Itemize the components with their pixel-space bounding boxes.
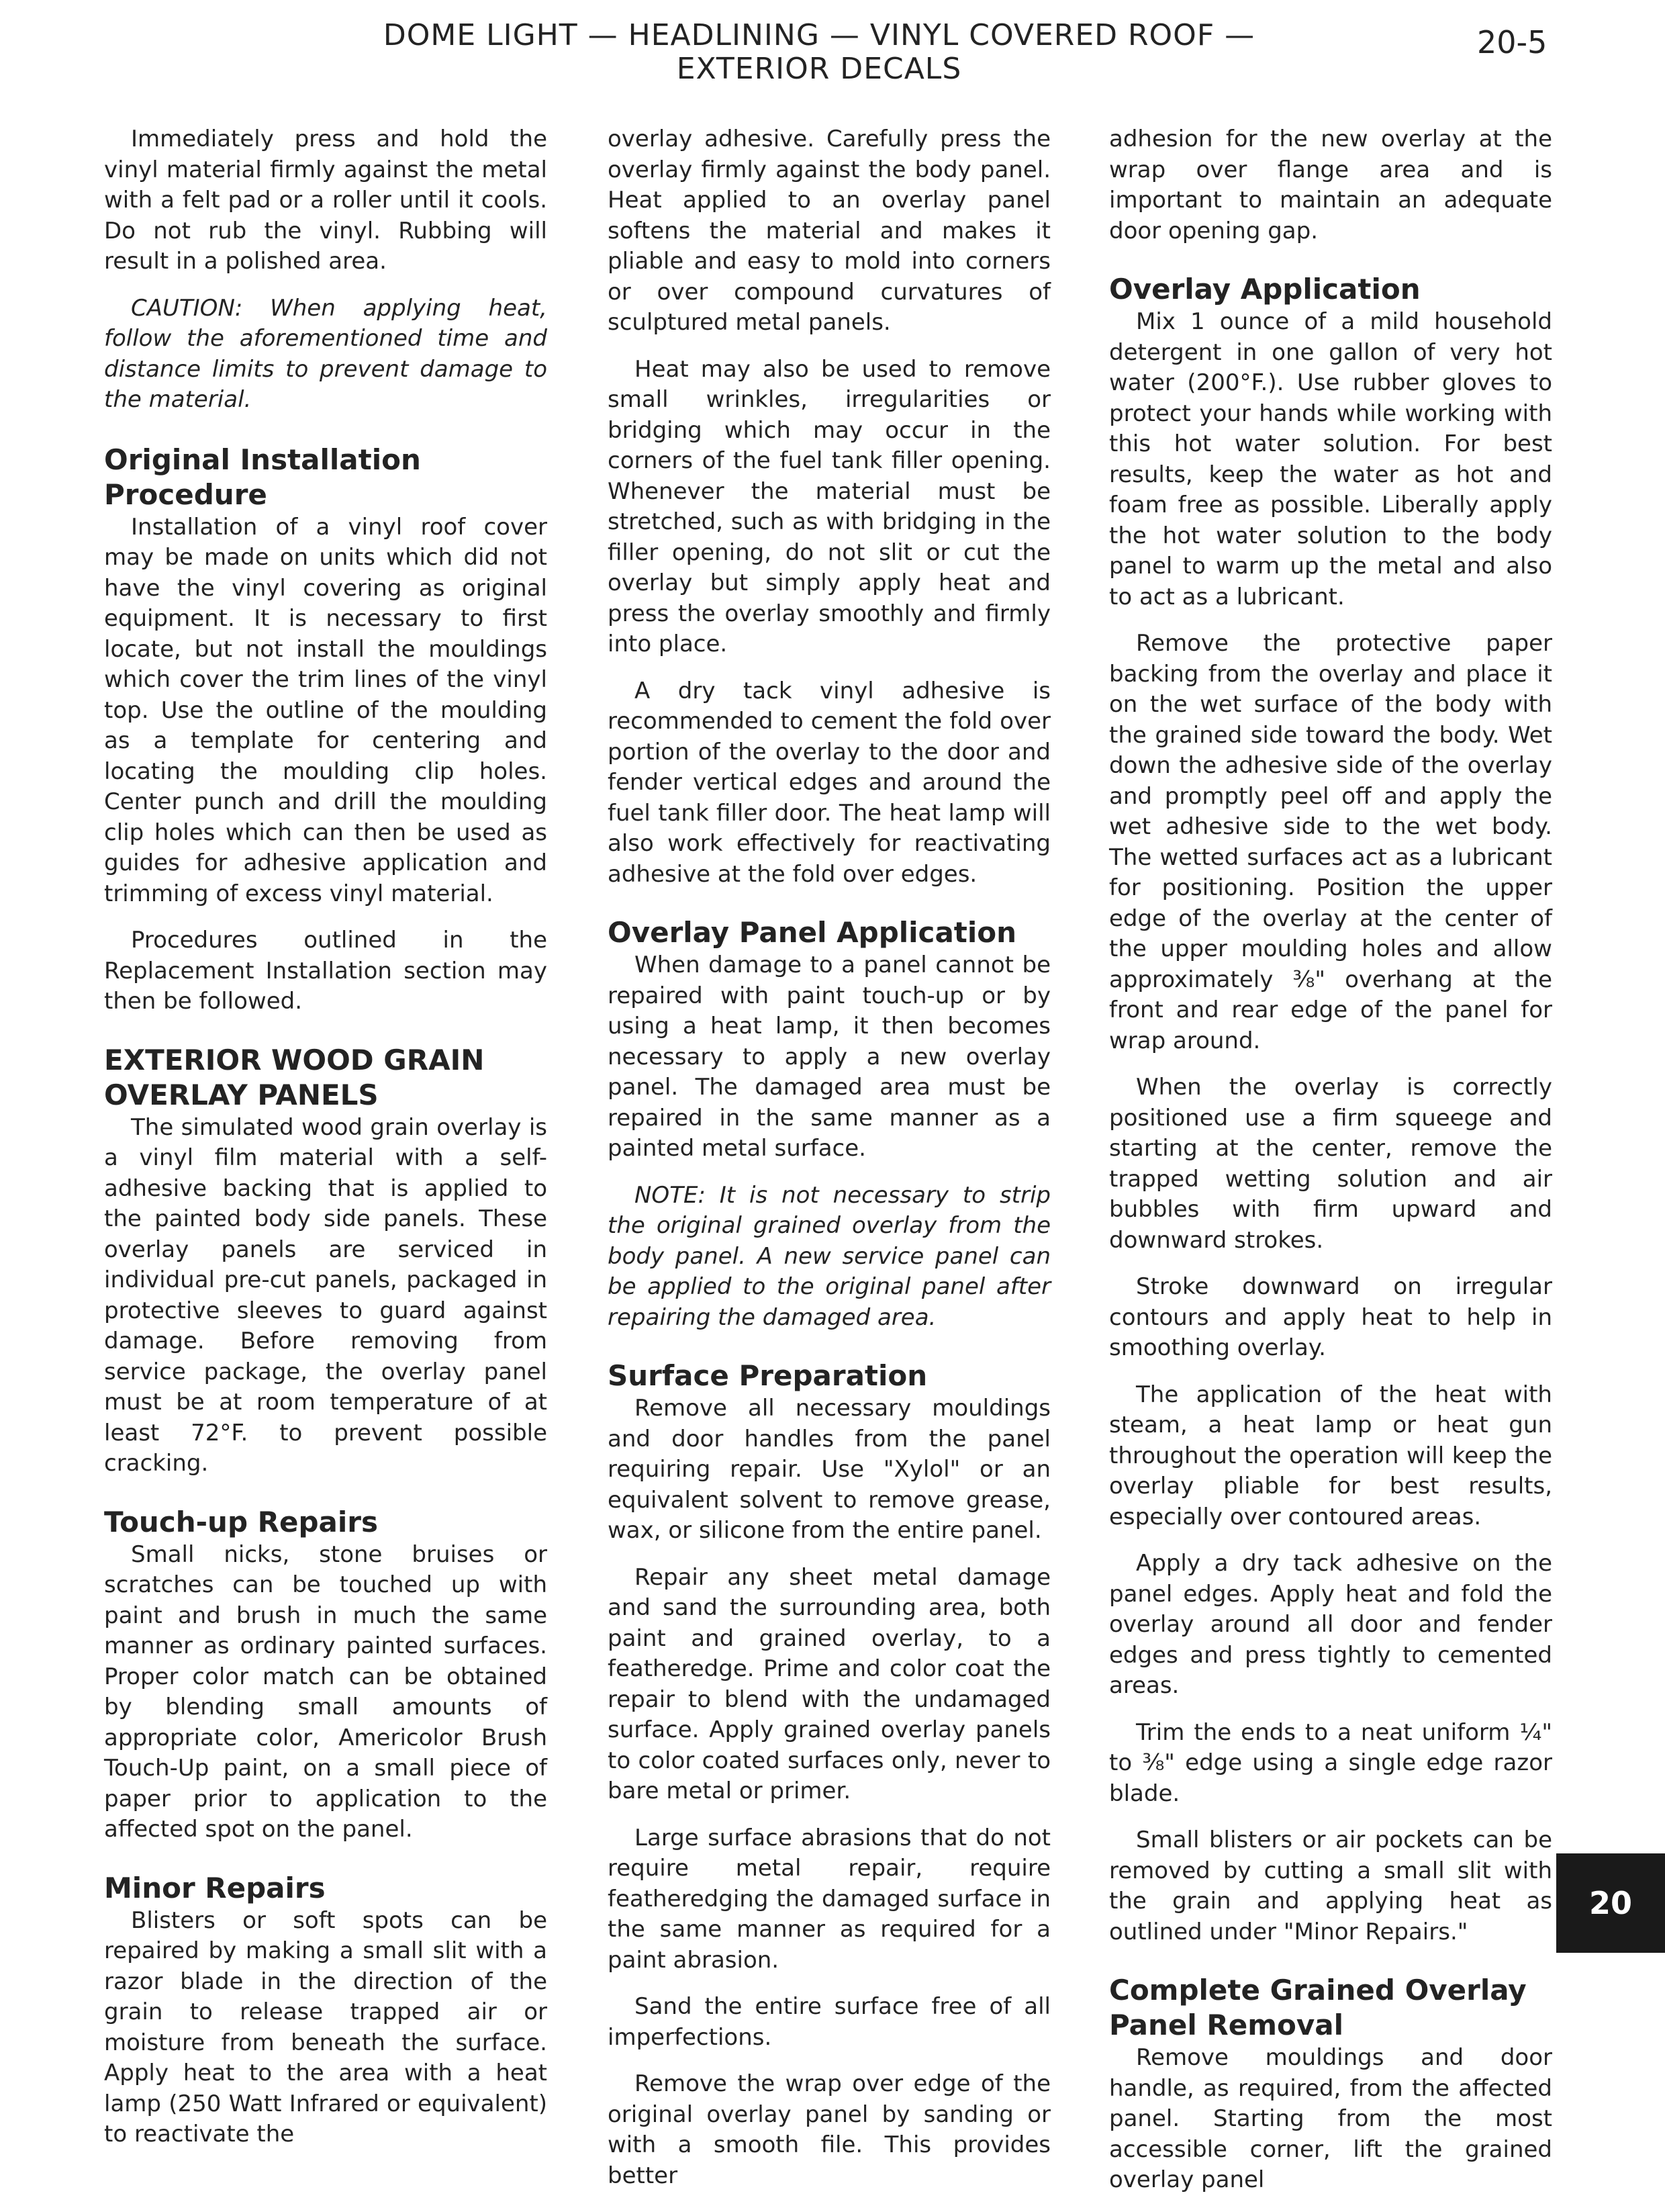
paragraph: A dry tack vinyl adhesive is recommended to cement the fold over portion of the overlay to the door and fender vertical edges and around the fuel tank filler door. The heat lamp will also work effectively for reactivating adhesive at the fold over edges. (608, 677, 1051, 888)
heading-complete-grained-overlay-removal: Complete Grained Overlay Panel Removal (1109, 1974, 1527, 2041)
paragraph: Remove the wrap over edge of the original overlay panel by sanding or with a smooth file. This provides better (608, 2070, 1051, 2189)
paragraph: Installation of a vinyl roof cover may be made on units which did not have the vinyl covering as original equipment. It is necessary to first locate, but not install the mouldings which cover the trim lines of the vinyl top. Use the outline of the moulding as a template for centering and locating the moulding clip holes. Center punch and drill the moulding clip holes which can then be used as guides for adhesive application and trimming of excess vinyl material. (104, 513, 547, 907)
paragraph: When the overlay is correctly positioned use a firm squeege and starting at the center, remove the trapped wetting solution and air bubbles with firm upward and downward strokes. (1109, 1074, 1552, 1254)
paragraph: Remove all necessary mouldings and door handles from the panel requiring repair. Use "Xylol" or an equivalent solvent to remove grease, wax, or silicone from the entire panel. (608, 1395, 1051, 1544)
header-title-line1: DOME LIGHT — HEADLINING — VINYL COVERED ROOF — (383, 18, 1255, 52)
paragraph: overlay adhesive. Carefully press the overlay firmly against the body panel. Heat applied to an overlay panel softens the material and makes it pliable and easy to mold into corners or over compound curvatures of sculptured metal panels. (608, 126, 1051, 336)
paragraph: Immediately press and hold the vinyl material firmly against the metal with a felt pad or a roller until it cools. Do not rub the vinyl. Rubbing will result in a polished area. (104, 126, 547, 275)
paragraph: Blisters or soft spots can be repaired by making a small slit with a razor blade in the direction of the grain to release trapped air or moisture from beneath the surface. Apply heat to the area with a heat lamp (250 Watt Infrared or equivalent) to reactivate the (104, 1906, 547, 2148)
paragraph: Remove mouldings and door handle, as required, from the affected panel. Starting from the most accessible corner, lift the grained overlay panel (1109, 2044, 1552, 2193)
paragraph: Sand the entire surface free of all imperfections. (608, 1993, 1051, 2051)
paragraph: Small blisters or air pockets can be removed by cutting a small slit with the grain and applying heat as outlined under "Minor Repairs." (1109, 1827, 1552, 1945)
heading-surface-preparation: Surface Preparation (608, 1359, 928, 1392)
page-number: 20-5 (1477, 24, 1548, 60)
paragraph: Remove the protective paper backing from the overlay and place it on the wet surface of the body with the grained side toward the body. Wet down the adhesive side of the overlay and promptly peel off and apply the wet adhesive side to the wet body. The wetted surfaces act as a lubricant for positioning. Position the upper edge of the overlay at the center of the upper moulding holes and allow approximately ⅜" overhang at the front and rear edge of the panel for wrap around. (1109, 630, 1552, 1054)
heading-touch-up-repairs: Touch-up Repairs (104, 1505, 378, 1538)
column-1 (104, 124, 547, 2166)
paragraph: adhesion for the new overlay at the wrap over flange area and is important to maintain an adequate door opening gap. (1109, 126, 1552, 244)
paragraph: Trim the ends to a neat uniform ¼" to ⅜" edge using a single edge razor blade. (1109, 1718, 1552, 1807)
heading-original-installation: Original Installation Procedure (104, 443, 421, 511)
paragraph: Heat may also be used to remove small wrinkles, irregularities or bridging which may occur in the corners of the fuel tank filler opening. Whenever the material must be stretched, such as with bridging in the filler opening, do not slit or cut the overlay but simply apply heat and press the overlay smoothly and firmly into place. (608, 355, 1051, 657)
heading-overlay-panel-application: Overlay Panel Application (608, 916, 1017, 949)
paragraph: Repair any sheet metal damage and sand the surrounding area, both paint and grained overlay, to a featheredge. Prime and color coat the repair to blend with the undamaged surface. Apply grained overlay panels to color coated surfaces only, never to bare metal or primer. (608, 1563, 1051, 1804)
column-3 (1109, 124, 1552, 2212)
column-2 (608, 124, 1051, 2207)
paragraph: Procedures outlined in the Replacement Installation section may then be followed. (104, 927, 547, 1015)
section-thumb-tab: 20 (1556, 1853, 1665, 1953)
header-title-line2: EXTERIOR DECALS (676, 52, 962, 86)
paragraph: The application of the heat with steam, a heat lamp or heat gun throughout the operation will keep the overlay pliable for best results, especially over contoured areas. (1109, 1381, 1552, 1530)
page-header (376, 19, 1262, 86)
caution-text: CAUTION: When applying heat, follow the aforementioned time and distance limits to prevent damage to the material. (104, 294, 547, 413)
heading-exterior-wood-grain: EXTERIOR WOOD GRAIN OVERLAY PANELS (104, 1043, 485, 1111)
paragraph: The simulated wood grain overlay is a vinyl film material with a self-adhesive backing that is applied to the painted body side panels. These overlay panels are serviced in individual pre-cut panels, packaged in protective sleeves to guard against damage. Before removing from service package, the overlay panel must be at room temperature of at least 72°F. to prevent possible cracking. (104, 1113, 547, 1477)
paragraph: Stroke downward on irregular contours and apply heat to help in smoothing overlay. (1109, 1273, 1552, 1361)
note-text: NOTE: It is not necessary to strip the original grained overlay from the body panel. A new service panel can be applied to the original panel after repairing the damaged area. (608, 1181, 1051, 1331)
heading-minor-repairs: Minor Repairs (104, 1871, 326, 1904)
heading-overlay-application: Overlay Application (1109, 273, 1421, 306)
paragraph: Apply a dry tack adhesive on the panel edges. Apply heat and fold the overlay around all door and fender edges and press tightly to cemented areas. (1109, 1550, 1552, 1699)
paragraph: Large surface abrasions that do not require metal repair, require featheredging the damaged surface in the same manner as required for a paint abrasion. (608, 1824, 1051, 1974)
paragraph: Mix 1 ounce of a mild household detergent in one gallon of very hot water (200°F.). Use rubber gloves to protect your hands while working with this hot water solution. For best results, keep the water as hot and foam free as possible. Liberally apply the hot water solution to the body panel to warm up the metal and also to act as a lubricant. (1109, 308, 1552, 610)
paragraph: Small nicks, stone bruises or scratches can be touched up with paint and brush in much the same manner as ordinary painted surfaces. Proper color match can be obtained by blending small amounts of appropriate color, Americolor Brush Touch-Up paint, on a small piece of paper prior to application to the affected spot on the panel. (104, 1540, 547, 1843)
paragraph: When damage to a panel cannot be repaired with paint touch-up or by using a heat lamp, it then becomes necessary to apply a new overlay panel. The damaged area must be repaired in the same manner as a painted metal surface. (608, 952, 1051, 1162)
